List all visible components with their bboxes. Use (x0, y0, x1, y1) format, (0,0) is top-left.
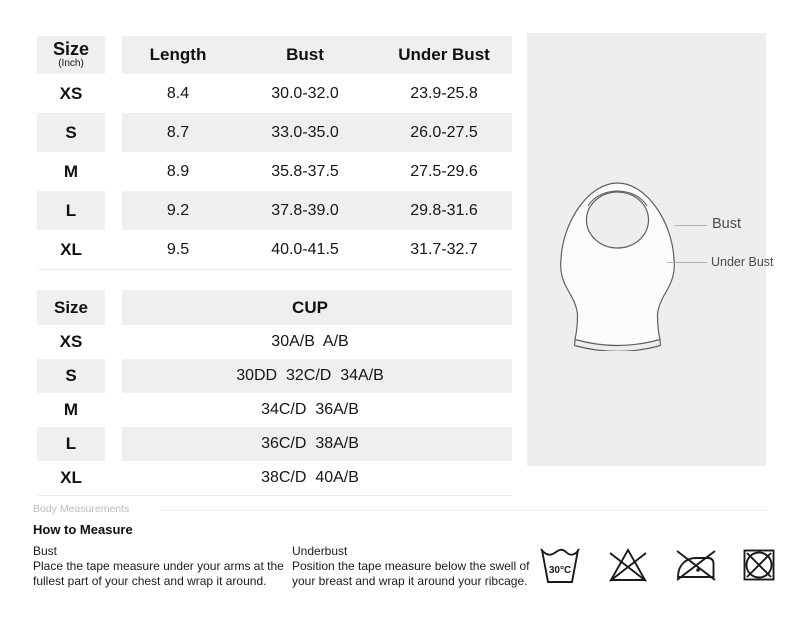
cup-header-size: Size (37, 290, 105, 325)
do-not-bleach-icon (606, 545, 650, 585)
under-bust-value: 23.9-25.8 (410, 84, 478, 102)
cup-value: 30A/B A/B (271, 333, 349, 350)
bust-leader-line (674, 225, 707, 226)
inch-size-table (37, 36, 512, 270)
size-label: M (63, 161, 79, 181)
bust-value: 35.8-37.5 (271, 162, 339, 180)
diagram-under-bust-label: Under Bust (711, 255, 774, 269)
bust-value: 30.0-32.0 (271, 84, 339, 102)
column-gap (105, 36, 122, 74)
inch-header-length: Length (149, 45, 207, 64)
bust-measure-instructions (33, 544, 285, 589)
wash-temp-text: 30°C (548, 565, 572, 576)
bust-value: 40.0-41.5 (271, 240, 339, 258)
table-row (37, 325, 512, 359)
size-label: L (65, 200, 77, 220)
table-row (37, 191, 512, 230)
under-bust-leader-line (667, 262, 707, 263)
underbust-measure-instructions (292, 544, 540, 589)
cup-value: 36C/D 38A/B (261, 435, 359, 452)
do-not-iron-icon (674, 546, 718, 584)
table-row (37, 152, 512, 191)
cup-value: 34C/D 36A/B (261, 401, 359, 418)
inch-header-size (37, 36, 105, 74)
inch-header-size-label: Size (52, 39, 90, 59)
under-bust-value: 27.5-29.6 (410, 162, 478, 180)
diagram-bust-label: Bust (712, 216, 742, 232)
length-value: 8.9 (166, 162, 190, 180)
body-measurements-label: Body Measurements (33, 503, 130, 515)
size-label: S (65, 122, 77, 142)
size-label: M (63, 400, 79, 419)
size-label: L (65, 434, 77, 453)
size-label: XL (60, 239, 82, 259)
inch-header-unit-note: (Inch) (58, 58, 84, 69)
length-value: 8.7 (166, 123, 190, 141)
cup-size-table (37, 290, 512, 496)
table-row (37, 427, 512, 461)
underbust-instruction-text: Position the tape measure below the swell of your breast and wrap it around your ribcage. (292, 559, 530, 588)
size-label: S (65, 366, 77, 385)
cup-table-header-row (37, 290, 512, 325)
inch-header-under-bust: Under Bust (398, 45, 490, 64)
divider-line (160, 510, 768, 511)
column-gap (105, 290, 122, 325)
table-row (37, 359, 512, 393)
inch-table-header-row (37, 36, 512, 74)
garment-diagram-panel (527, 33, 774, 466)
table-row (37, 230, 512, 269)
size-label: XS (59, 332, 83, 351)
under-bust-value: 26.0-27.5 (410, 123, 478, 141)
under-bust-value: 31.7-32.7 (410, 240, 478, 258)
cup-value: 30DD 32C/D 34A/B (236, 367, 384, 384)
table-row (37, 113, 512, 152)
bust-instruction-title: Bust (33, 544, 58, 558)
underbust-instruction-title: Underbust (292, 544, 348, 558)
how-to-measure-title: How to Measure (33, 522, 133, 537)
length-value: 9.5 (166, 240, 190, 258)
table-row (37, 461, 512, 495)
do-not-tumble-dry-icon (742, 548, 776, 582)
table-row (37, 74, 512, 113)
care-instructions-row (538, 543, 776, 587)
bust-instruction-text: Place the tape measure under your arms at the fullest part of your chest and wrap it around. (33, 559, 284, 588)
bust-value: 37.8-39.0 (271, 201, 339, 219)
cup-value: 38C/D 40A/B (261, 469, 359, 486)
bust-value: 33.0-35.0 (271, 123, 339, 141)
length-value: 8.4 (166, 84, 190, 102)
wash-30-icon (538, 544, 582, 586)
tank-top-illustration (555, 179, 680, 351)
table-row (37, 393, 512, 427)
length-value: 9.2 (166, 201, 190, 219)
size-label: XS (59, 83, 83, 103)
inch-header-bust: Bust (286, 45, 324, 64)
cup-header-cup: CUP (292, 297, 328, 317)
under-bust-value: 29.8-31.6 (410, 201, 478, 219)
size-label: XL (60, 468, 82, 487)
